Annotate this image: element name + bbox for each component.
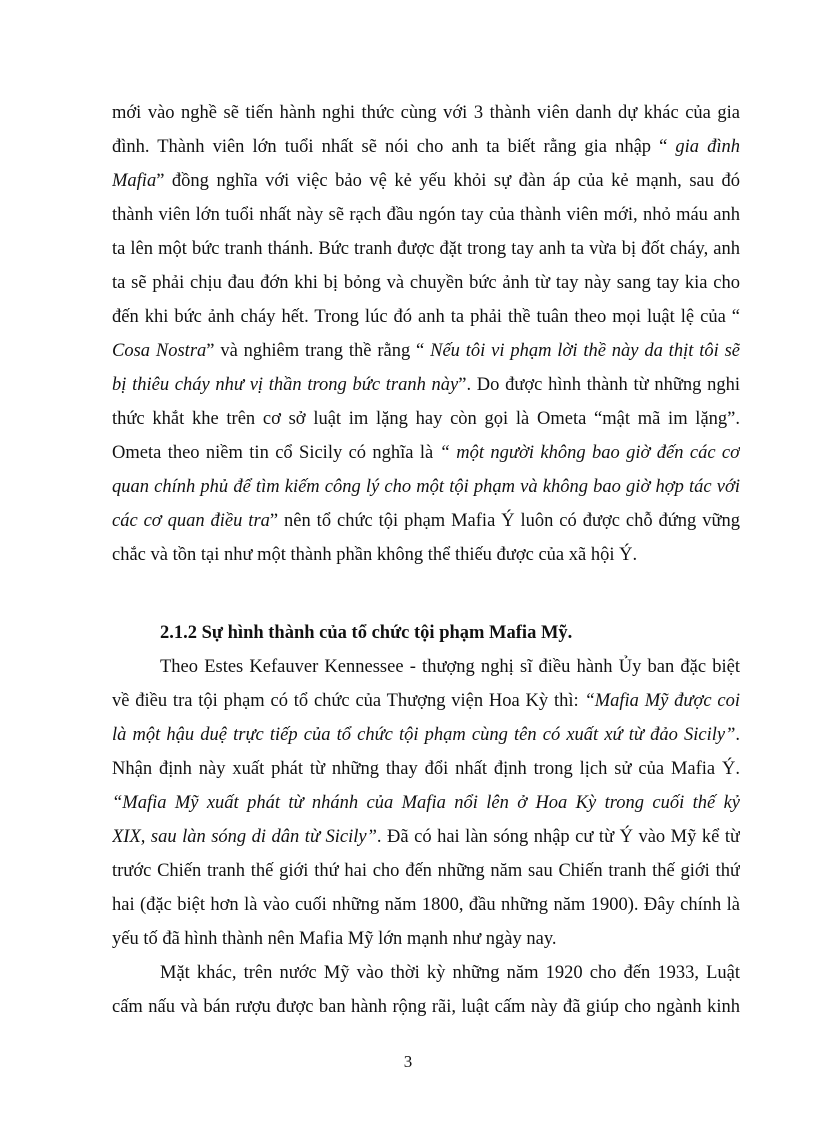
paragraph-2-line-1: Theo Estes Kefauver Kennessee - thượng nghị sĩ điều hành Ủy ban đặc biệt xyxy=(160,657,740,677)
paragraph-1-line-9: bị thiêu cháy như vị thần trong bức tranh này”. Do được hình thành từ những nghi xyxy=(112,375,740,395)
paragraph-2-line-2: về điều tra tội phạm có tổ chức của Thượng viện Hoa Kỳ thì: “Mafia Mỹ được coi xyxy=(112,691,740,711)
paragraph-2-line-3: là một hậu duệ trực tiếp của tổ chức tội phạm cùng tên có xuất xứ từ đảo Sicily”. xyxy=(112,725,740,745)
paragraph-3-line-1: Mặt khác, trên nước Mỹ vào thời kỳ những năm 1920 cho đến 1933, Luật xyxy=(160,963,740,983)
page-number: 3 xyxy=(403,1052,413,1071)
paragraph-1-line-10: thức khắt khe trên cơ sở luật im lặng hay còn gọi là Ometa “mật mã im lặng”. xyxy=(112,409,740,429)
paragraph-2-line-5: “Mafia Mỹ xuất phát từ nhánh của Mafia nổi lên ở Hoa Kỳ trong cuối thế kỷ xyxy=(112,793,740,813)
section-heading: 2.1.2 Sự hình thành của tổ chức tội phạm Mafia Mỹ. xyxy=(160,623,573,643)
paragraph-1-line-14: chắc và tồn tại như một thành phần không thể thiếu được của xã hội Ý. xyxy=(112,545,638,565)
paragraph-2-line-6: XIX, sau làn sóng di dân từ Sicily”. Đã có hai làn sóng nhập cư từ Ý vào Mỹ kể từ xyxy=(112,827,740,847)
paragraph-2-line-9: yếu tố đã hình thành nên Mafia Mỹ lớn mạnh như ngày nay. xyxy=(112,929,557,949)
paragraph-1-line-8: Cosa Nostra” và nghiêm trang thề rằng “ Nếu tôi vi phạm lời thề này da thịt tôi sẽ xyxy=(112,341,740,361)
paragraph-3-line-2: cấm nấu và bán rượu được ban hành rộng rãi, luật cấm này đã giúp cho ngành kinh xyxy=(112,997,740,1017)
paragraph-1-line-7: đến khi bức ảnh cháy hết. Trong lúc đó anh ta phải thề tuân theo mọi luật lệ của “ xyxy=(112,307,740,327)
paragraph-1-line-12: quan chính phủ để tìm kiếm công lý cho một tội phạm và không bao giờ hợp tác với xyxy=(112,477,740,497)
section-spacer xyxy=(112,572,740,616)
paragraph-1-line-6: ta sẽ phải chịu đau đớn khi bị bỏng và chuyền bức ảnh từ tay này sang tay kia cho xyxy=(112,273,740,293)
paragraph-1-line-1: mới vào nghề sẽ tiến hành nghi thức cùng với 3 thành viên danh dự khác của gia xyxy=(112,103,740,123)
paragraph-1-line-2: đình. Thành viên lớn tuổi nhất sẽ nói cho anh ta biết rằng gia nhập “ gia đình xyxy=(112,137,740,157)
paragraph-1-line-3: Mafia” đồng nghĩa với việc bảo vệ kẻ yếu khỏi sự đàn áp của kẻ mạnh, sau đó xyxy=(112,171,740,191)
paragraph-1-line-13: các cơ quan điều tra” nên tổ chức tội phạm Mafia Ý luôn có được chỗ đứng vững xyxy=(112,511,740,531)
body-text xyxy=(112,96,740,1024)
paragraph-1-line-4: thành viên lớn tuổi nhất này sẽ rạch đầu ngón tay của thành viên mới, nhỏ máu anh xyxy=(112,205,740,225)
paragraph-2-line-4: Nhận định này xuất phát từ những thay đổi nhất định trong lịch sử của Mafia Ý. xyxy=(112,759,740,779)
paragraph-2-line-8: hai (đặc biệt hơn là vào cuối những năm 1800, đầu những năm 1900). Đây chính là xyxy=(112,895,740,915)
paragraph-1-line-11: Ometa theo niềm tin cổ Sicily có nghĩa là “ một người không bao giờ đến các cơ xyxy=(112,443,740,463)
paragraph-2-line-7: trước Chiến tranh thế giới thứ hai cho đến những năm sau Chiến tranh thế giới thứ xyxy=(112,861,740,881)
paragraph-1-line-5: ta lên một bức tranh thánh. Bức tranh được đặt trong tay anh ta vừa bị đốt cháy, anh xyxy=(112,239,740,259)
